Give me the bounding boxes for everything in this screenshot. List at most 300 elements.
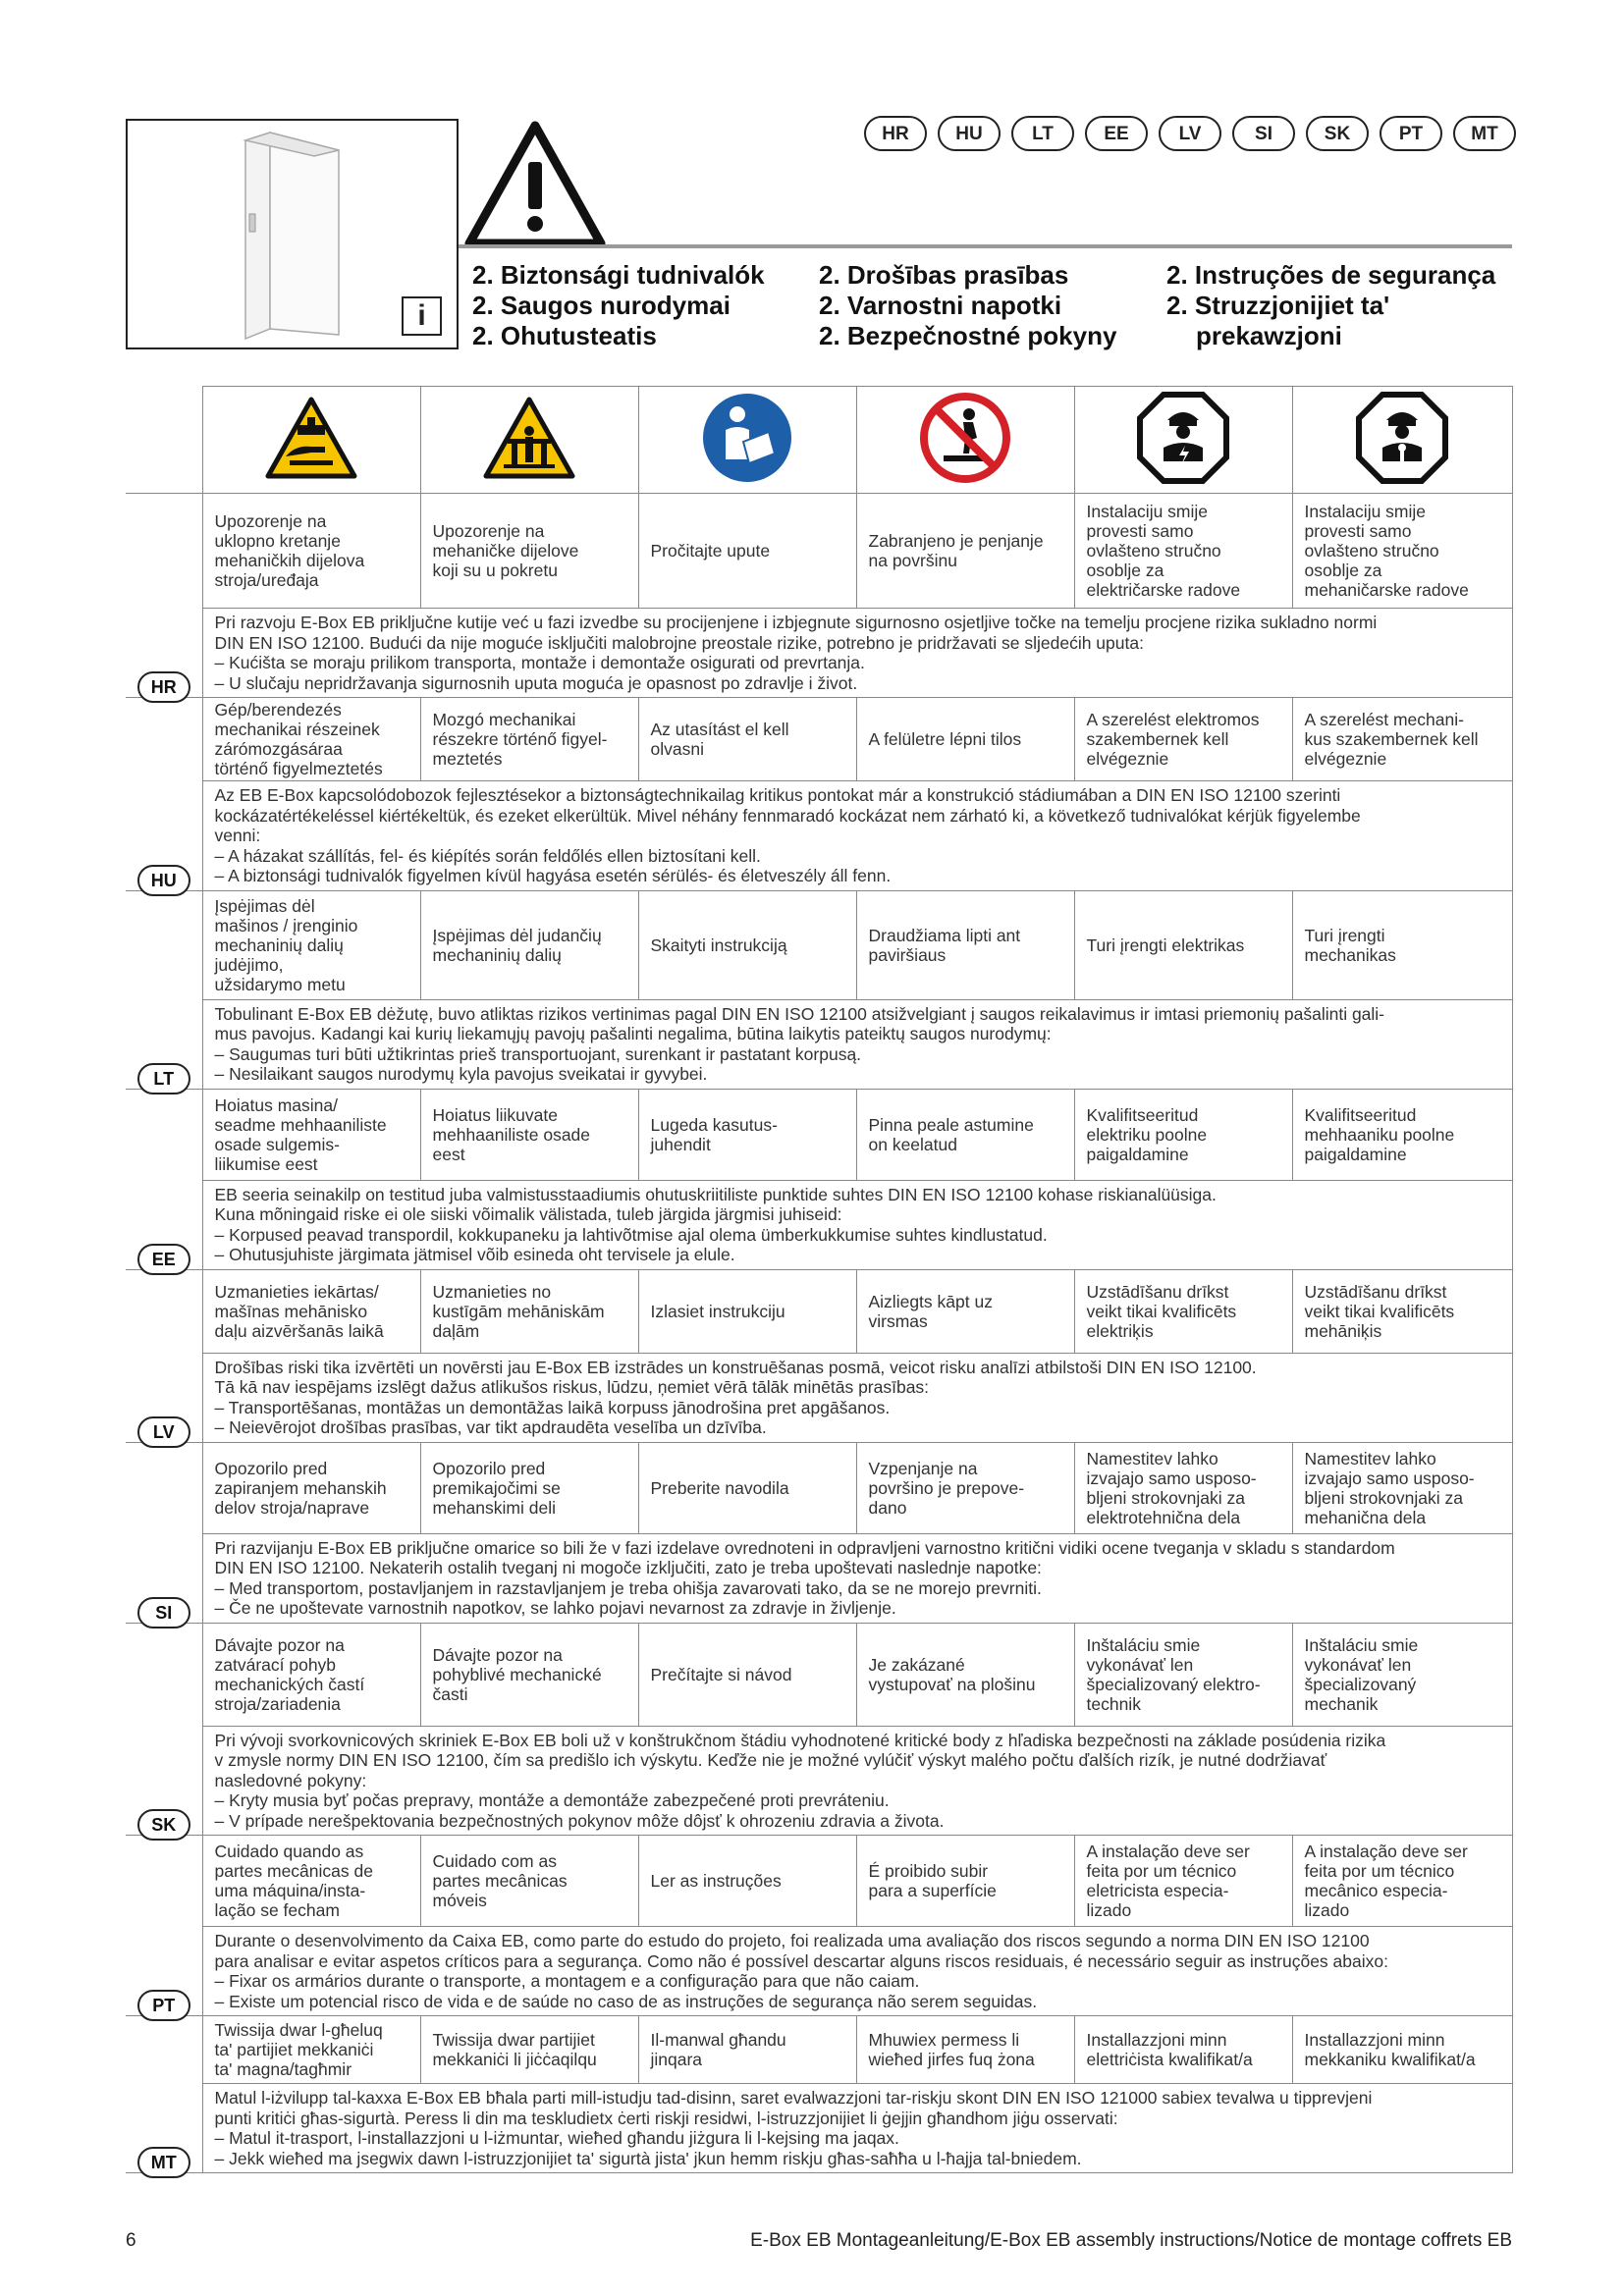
instruction-line: Pri razvoju E-Box EB priključne kutije već u fazi izvedbe su procijenjene i izbjegnute sigurnosno osjetljive točke na temelju procjene rizika sukladno normi (214, 613, 1378, 632)
page-title: 2. Saugos nurodymai (472, 291, 731, 320)
hazard-label-cell (1074, 494, 1292, 609)
title-column-1 (472, 260, 765, 351)
instruction-line: EB seeria seinakilp on testitud juba valmistusstaadiumis ohutuskriitiliste punktide suhtes DIN EN ISO 12100 kohase riskianalüüsiga. (214, 1184, 1217, 1204)
hazard-label-line: Inštaláciu smie (1304, 1634, 1419, 1655)
instruction-line: Durante o desenvolvimento da Caixa EB, como parte do estudo do projeto, foi realizada uma avaliação dos riscos segundo a norma DIN EN ISO 12100 (214, 1931, 1370, 1950)
hazard-label-cell (856, 494, 1074, 609)
safety-instructions-text (202, 1726, 1512, 1836)
instruction-row (126, 609, 1512, 698)
hazard-label-line: A szerelést elektromos (1086, 710, 1260, 729)
hazard-label-line: lizado (1304, 1900, 1350, 1920)
lang-badge: SI (1232, 116, 1295, 151)
hazard-label-cell (1292, 1269, 1512, 1353)
hazard-label-line: Turi įrengti elektrikas (1086, 934, 1245, 955)
hazard-label-cell (202, 1836, 420, 1927)
hazard-label-line: ovlašteno stručno (1304, 541, 1439, 561)
instruction-line: Matul l-iżvilupp tal-kaxxa E-Box EB bħala parti mill-istudju tad-disinn, saret evalwazzjoni tar-riskju skont DIN EN ISO 121000 sabiex tevalwa u tipprevjeni (214, 2088, 1373, 2108)
hazard-label-line: mehaničkih dijelova (214, 551, 365, 570)
hazard-label-line: Upozorenje na (214, 511, 327, 531)
hazard-label-line: judėjimo, (214, 954, 284, 975)
instruction-row (126, 1726, 1512, 1836)
hazard-row (126, 494, 1512, 609)
hazard-label-line: partes mecânicas (432, 1871, 568, 1891)
hazard-label-line: Inštaláciu smie (1086, 1634, 1201, 1655)
hazard-label-cell (1074, 1836, 1292, 1927)
lang-badge: LT (1011, 116, 1074, 151)
page-title: 2. Instruções de segurança (1166, 260, 1496, 290)
instruction-line: Tā kā nav iespējams izslēgt dažus atlikušos riskus, lūdzu, ņemiet vērā tālāk minētās prasības: (214, 1377, 930, 1397)
safety-instructions-text (202, 1353, 1512, 1442)
hazard-label-line: Upozorenje na (432, 521, 545, 541)
hazard-label-line: kustīgām mehāniskām (432, 1301, 605, 1321)
hazard-label-cell (420, 1836, 638, 1927)
hazard-label-line: izvajajo samo usposo- (1086, 1468, 1257, 1488)
language-code-cell (126, 494, 202, 698)
hazard-label-cell (202, 2016, 420, 2084)
hazard-label-cell (638, 1089, 856, 1180)
instruction-line: v zmysle normy DIN EN ISO 12100, čím sa predišlo ich výskytu. Keďže nie je možné vylúčiť výskyt malého počtu ďalších rizík, je nutné dodržiavať (214, 1750, 1327, 1770)
instruction-line: – Kryty musia byť počas prepravy, montáže a demontáže zabezpečené proti prevráteniu. (214, 1790, 890, 1810)
hazard-label-cell (856, 1089, 1074, 1180)
hazard-label-line: É proibido subir (868, 1861, 989, 1881)
page-title: 2. Struzzjonijiet ta' (1166, 291, 1390, 320)
icon-cell (1074, 387, 1292, 494)
hazard-label-line: provesti samo (1086, 521, 1194, 541)
hazard-label-line: mechaninių dalių (214, 934, 344, 955)
hazard-label-line: kus szakembernek kell (1304, 729, 1479, 749)
instruction-row (126, 999, 1512, 1089)
hazard-label-line: stroja/zariadenia (214, 1693, 341, 1714)
language-code-badge: LT (137, 1063, 190, 1095)
hazard-label-line: pohyblivé mechanické (432, 1664, 602, 1684)
hazard-label-line: Namestitev lahko (1086, 1448, 1218, 1468)
hazard-label-line: eletricista especia- (1086, 1881, 1229, 1900)
hazard-label-line: mechanických častí (214, 1674, 365, 1694)
hazard-label-line: Kvalifitseeritud (1086, 1104, 1199, 1125)
hazard-label-line: Uzstādīšanu drīkst (1304, 1281, 1447, 1302)
hazard-label-cell (420, 1269, 638, 1353)
hazard-label-line: zapiranjem mehanskih (214, 1477, 387, 1498)
hazard-label-line: seadme mehhaaniliste (214, 1114, 387, 1135)
hazard-label-line: Hoiatus liikuvate (432, 1104, 558, 1125)
hazard-label-line: partes mecânicas de (214, 1861, 373, 1881)
safety-instructions-text (202, 781, 1512, 891)
page-title: 2. Varnostni napotki (819, 291, 1062, 320)
page-title: 2. Ohutusteatis (472, 321, 657, 350)
hazard-label-line: Uzmanieties no (432, 1281, 552, 1302)
hazard-label-line: on keelatud (868, 1134, 957, 1154)
language-code-badge: EE (137, 1244, 190, 1275)
hazard-label-line: premikajočimi se (432, 1477, 561, 1498)
instruction-line: – A biztonsági tudnivalók figyelmen kívül hagyása esetén sérülés- és életveszély áll fenn. (214, 866, 892, 885)
hazard-label-cell (420, 890, 638, 999)
hazard-label-line: technik (1086, 1693, 1141, 1714)
hazard-label-cell (1292, 1442, 1512, 1533)
language-code-badge: SI (137, 1597, 190, 1629)
instruction-line: nasledovné pokyny: (214, 1770, 367, 1790)
hazard-label-line: Izlasiet instrukciju (650, 1301, 785, 1321)
hazard-label-line: Hoiatus masina/ (214, 1095, 338, 1115)
instruction-line: Pri razvijanju E-Box EB priključne omarice so bili že v fazi izdelave ovrednoteni in odpravljeni varnostno kritični vidiki ocene tveganja v skladu s standardom (214, 1537, 1395, 1558)
hazard-label-line: daļu aizvēršanās laikā (214, 1320, 384, 1341)
hazard-label-line: Ler as instruções (650, 1871, 782, 1891)
hazard-label-line: elektriku poolne (1086, 1124, 1208, 1145)
hazard-label-line: lizado (1086, 1900, 1132, 1920)
hazard-label-line: paigaldamine (1086, 1144, 1189, 1164)
instruction-line: Az EB E-Box kapcsolódobozok fejlesztésekor a biztonságtechnikailag kritikus pontokat már a konstrukció stádiumában a DIN EN ISO 12100 szerinti (214, 785, 1341, 805)
hazard-label-line: Draudžiama lipti ant (868, 925, 1021, 945)
header-divider (459, 244, 1512, 248)
hazard-label-line: elettriċista kwalifikat/a (1086, 2050, 1253, 2069)
instruction-row (126, 1353, 1512, 1442)
hazard-label-line: Opozorilo pred (214, 1458, 328, 1478)
hazard-label-line: mehanična dela (1304, 1507, 1427, 1527)
hazard-label-line: na površinu (868, 551, 957, 570)
hazard-label-line: juhendit (650, 1134, 711, 1154)
hazard-row (126, 1442, 1512, 1533)
instruction-line: – Med transportom, postavljanjem in razstavljanjem je treba ohišja zavarovati tako, da se ne morejo prevrniti. (214, 1577, 1042, 1598)
hazard-label-line: zatvárací pohyb (214, 1654, 337, 1675)
hazard-label-line: Installazzjoni minn (1086, 2030, 1227, 2050)
hazard-label-cell (202, 698, 420, 781)
hazard-label-line: paigaldamine (1304, 1144, 1407, 1164)
hazard-label-line: površino je prepove- (868, 1477, 1025, 1498)
hazard-label-line: mehaničarske radove (1304, 580, 1469, 600)
crushing-hand-warning-icon (264, 396, 358, 480)
hazard-label-cell (856, 1623, 1074, 1726)
hazard-label-line: elvégeznie (1304, 749, 1387, 769)
instruction-line: Kuna mõningaid riske ei ole siiski võimalik välistada, tuleb järgida järgmisi juhiseid: (214, 1204, 842, 1224)
hazard-label-line: Instalaciju smije (1086, 502, 1209, 521)
hazard-label-cell (1074, 1442, 1292, 1533)
hazard-label-line: A szerelést mechani- (1304, 710, 1464, 729)
hazard-label-cell (1074, 698, 1292, 781)
hazard-row (126, 890, 1512, 999)
instruction-row (126, 1533, 1512, 1623)
hazard-label-line: mehhaaniliste osade (432, 1124, 591, 1145)
hazard-label-line: delov stroja/naprave (214, 1497, 370, 1518)
hazard-label-line: mehaničke dijelove (432, 541, 579, 561)
hazard-label-line: mašinos / įrenginio (214, 915, 358, 935)
language-code-badge: LV (137, 1416, 190, 1448)
hazard-label-line: užsidarymo metu (214, 974, 346, 994)
language-code-cell (126, 1623, 202, 1836)
hazard-label-line: részekre történő figyel- (432, 729, 608, 749)
hazard-label-cell (420, 2016, 638, 2084)
hazard-label-cell (420, 1623, 638, 1726)
empty-corner (126, 387, 202, 494)
hazard-label-line: Mozgó mechanikai (432, 710, 576, 729)
hazard-label-cell (420, 698, 638, 781)
lang-badge: EE (1085, 116, 1148, 151)
hazard-label-line: stroja/uređaja (214, 570, 319, 590)
hazard-label-line: provesti samo (1304, 521, 1412, 541)
instruction-line: DIN EN ISO 12100. Nekaterih ostalih tveganj ni mogoče izključiti, zato je treba upoštevati naslednje napotke: (214, 1558, 1042, 1577)
hazard-label-line: Dávajte pozor na (432, 1644, 563, 1665)
hazard-label-line: Opozorilo pred (432, 1458, 546, 1478)
hazard-label-cell (420, 1442, 638, 1533)
qualified-mechanic-icon (1355, 391, 1449, 485)
hazard-label-line: lação se fecham (214, 1900, 340, 1920)
hazard-label-line: veikt tikai kvalificēts (1086, 1301, 1237, 1321)
hazard-label-cell (638, 494, 856, 609)
instruction-line: – Korpused peavad transpordil, kokkupaneku ja lahtivõtmise ajal olema ümberkukkumise suhtes kindlustatud. (214, 1224, 1048, 1245)
instruction-line: – Kućišta se moraju prilikom transporta, montaže i demontaže osigurati od prevrtanja. (214, 653, 865, 672)
language-code-badge: MT (137, 2147, 190, 2178)
hazard-label-line: uklopno kretanje (214, 531, 341, 551)
hazard-row (126, 2016, 1512, 2084)
instruction-line: Drošības riski tika izvērtēti un novērsti jau E-Box EB izstrādes un konstruēšanas posmā, veicot risku analīzi atbilstoši DIN EN ISO 12100. (214, 1357, 1257, 1377)
safety-instructions-text (202, 999, 1512, 1089)
lang-badge: SK (1306, 116, 1369, 151)
page-title: 2. Biztonsági tudnivalók (472, 260, 765, 290)
hazard-label-line: elvégeznie (1086, 749, 1169, 769)
hazard-label-cell (638, 890, 856, 999)
instruction-row (126, 2084, 1512, 2173)
hazard-label-line: Az utasítást el kell (650, 720, 789, 739)
hazard-label-cell (420, 1089, 638, 1180)
hazard-label-line: Aizliegts kāpt uz (868, 1291, 993, 1311)
hazard-label-line: liikumise eest (214, 1153, 318, 1174)
hazard-label-line: feita por um técnico (1304, 1861, 1455, 1881)
hazard-label-line: časti (432, 1683, 468, 1704)
lang-badge: LV (1159, 116, 1221, 151)
hazard-label-line: ta' magna/tagħmir (214, 2059, 352, 2079)
instruction-line: Pri vývoji svorkovnicových skriniek E-Box EB boli už v konštrukčnom štádiu vyhodnotené kritické body z hľadiska bezpečnosti na základe posúdenia rizika (214, 1730, 1386, 1750)
instruction-line: mus pavojus. Kadangi kai kurių liekamųjų pavojų pašalinti negalima, būtina laikytis pateiktų saugos nurodymų: (214, 1024, 1052, 1043)
hazard-label-line: Installazzjoni minn (1304, 2030, 1445, 2050)
hazard-label-line: mechanik (1304, 1693, 1379, 1714)
hazard-label-line: Prečítajte si návod (650, 1664, 792, 1684)
instruction-line: punti kritiċi għas-sigurtà. Peress li din ma teskludietx ċerti riskji residwi, l-istruzzjonijiet li ġejjin għandhom jiġu osservati: (214, 2108, 1118, 2128)
hazard-label-line: ta' partijiet mekkaniċi (214, 2040, 374, 2059)
hazard-label-cell (1292, 1089, 1512, 1180)
hazard-label-line: mehhaaniku poolne (1304, 1124, 1455, 1145)
hazard-label-line: elektriķis (1086, 1320, 1154, 1341)
hazard-label-line: móveis (432, 1891, 487, 1910)
language-code-cell (126, 1089, 202, 1269)
lang-badge: PT (1380, 116, 1442, 151)
hazard-label-cell (202, 1269, 420, 1353)
language-code-badge: PT (137, 1990, 190, 2021)
hazard-label-line: Dávajte pozor na (214, 1634, 345, 1655)
instruction-line: – Jekk wieħed ma jsegwix dawn l-istruzzjonijiet ta' sigurtà jista' jkun hemm riskju għas-saħħa u l-ħajja tal-bniedem. (214, 2148, 1082, 2168)
hazard-label-line: daļām (432, 1320, 480, 1341)
hazard-label-line: osade sulgemis- (214, 1134, 340, 1154)
hazard-label-line: Je zakázané (868, 1654, 965, 1675)
hazard-label-cell (202, 890, 420, 999)
hazard-label-line: Skaityti instrukciją (650, 934, 787, 955)
hazard-label-line: Pinna peale astumine (868, 1114, 1034, 1135)
hazard-label-line: szakembernek kell (1086, 729, 1229, 749)
hazard-label-line: paviršiaus (868, 944, 947, 965)
hazard-label-line: vykonávať len (1086, 1654, 1194, 1675)
hazard-label-cell (1074, 1623, 1292, 1726)
instruction-line: – Transportēšanas, montāžas un demontāžas laikā korpuss jānodrošina pret apgāšanos. (214, 1397, 891, 1417)
icon-cell (202, 387, 420, 494)
safety-instructions-text (202, 1180, 1512, 1269)
hazard-label-line: Cuidado quando as (214, 1842, 364, 1861)
page-number: 6 (126, 2230, 136, 2251)
read-instructions-icon (700, 391, 794, 485)
hazard-label-line: Uzstādīšanu drīkst (1086, 1281, 1229, 1302)
language-code-cell (126, 1269, 202, 1442)
instruction-row (126, 1180, 1512, 1269)
hazard-label-cell (1292, 698, 1512, 781)
icon-row (126, 387, 1512, 494)
hazard-label-line: Įspėjimas dėl judančių (432, 925, 602, 945)
hazard-label-line: Lugeda kasutus- (650, 1114, 778, 1135)
hazard-label-line: jinqara (650, 2050, 703, 2069)
hazard-label-cell (856, 1442, 1074, 1533)
hazard-label-cell (638, 1623, 856, 1726)
hazard-label-cell (856, 1836, 1074, 1927)
instruction-line: para analisar e evitar aspetos críticos para a segurança. Como não é possível descartar alguns riscos residuais, é necessário seguir as instruções abaixo: (214, 1950, 1388, 1971)
hazard-label-line: Zabranjeno je penjanje (868, 531, 1044, 551)
language-code-cell (126, 2016, 202, 2173)
hazard-label-line: Kvalifitseeritud (1304, 1104, 1417, 1125)
hazard-row (126, 1623, 1512, 1726)
hazard-label-cell (1074, 2016, 1292, 2084)
hazard-label-cell (420, 494, 638, 609)
hazard-label-line: Cuidado com as (432, 1851, 557, 1871)
hazard-label-line: Preberite navodila (650, 1477, 789, 1498)
hazard-label-line: virsmas (868, 1310, 928, 1331)
instruction-line: – Matul it-trasport, l-installazzjoni u l-iżmuntar, wieħed għandu jiżgura li l-kejsing ma jaqax. (214, 2128, 899, 2148)
instruction-line: – Saugumas turi būti užtikrintas prieš transportuojant, surenkant ir pastatant korpusą. (214, 1043, 862, 1064)
safety-instructions-text (202, 1927, 1512, 2016)
hazard-label-cell (638, 698, 856, 781)
language-code-badge: SK (137, 1809, 190, 1841)
hazard-label-line: Mhuwiex permess li (868, 2030, 1020, 2050)
hazard-label-line: mechaninių dalių (432, 944, 562, 965)
instruction-line: – Nesilaikant saugos nurodymų kyla pavojus sveikatai ir gyvybei. (214, 1064, 708, 1084)
hazard-label-line: Vzpenjanje na (868, 1458, 978, 1478)
icon-cell (856, 387, 1074, 494)
lang-badge: HR (864, 116, 927, 151)
hazard-label-line: Il-manwal għandu (650, 2030, 786, 2050)
hazard-label-line: koji su u pokretu (432, 561, 558, 580)
info-icon: i (402, 296, 442, 336)
hazard-label-line: Įspėjimas dėl (214, 895, 315, 916)
instruction-line: – U slučaju nepridržavanja sigurnosnih uputa moguća je opasnost po zdravlje i život. (214, 672, 858, 693)
hazard-row (126, 1269, 1512, 1353)
hazard-label-cell (1292, 1623, 1512, 1726)
footer-text: E-Box EB Montageanleitung/E-Box EB assembly instructions/Notice de montage coffrets EB (750, 2230, 1512, 2251)
hazard-label-line: izvajajo samo usposo- (1304, 1468, 1475, 1488)
hazard-label-cell (1292, 494, 1512, 609)
hazard-label-line: A instalação deve ser (1304, 1842, 1468, 1861)
hazard-label-cell (856, 2016, 1074, 2084)
hazard-label-line: Pročitajte upute (650, 541, 771, 561)
instruction-line: – Existe um potencial risco de vida e de saúde no caso de as instruções de segurança não serem seguidas. (214, 1991, 1038, 2011)
hazard-label-line: wieħed jirfes fuq żona (868, 2050, 1035, 2069)
hazard-label-cell (1074, 890, 1292, 999)
hazard-label-line: Uzmanieties iekārtas/ (214, 1281, 379, 1302)
language-code-cell (126, 698, 202, 891)
hazard-label-line: vystupovať na plošinu (868, 1674, 1036, 1694)
lang-badge: MT (1453, 116, 1516, 151)
hazard-label-line: A felületre lépni tilos (868, 729, 1022, 749)
no-stepping-icon (918, 391, 1012, 485)
hazard-label-line: osoblje za (1086, 561, 1164, 580)
hazard-label-line: történő figyelmeztetés (214, 759, 383, 778)
page-title: 2. Bezpečnostné pokyny (819, 321, 1117, 350)
page-title: 2. Drošības prasības (819, 260, 1069, 290)
hazard-label-line: Namestitev lahko (1304, 1448, 1436, 1468)
hazard-label-cell (1074, 1269, 1292, 1353)
instruction-row (126, 1927, 1512, 2016)
hazard-label-line: mechanikas (1304, 944, 1396, 965)
hazard-label-line: mecânico especia- (1304, 1881, 1448, 1900)
hazard-label-line: mekkaniku kwalifikat/a (1304, 2050, 1476, 2069)
hazard-label-line: električarske radove (1086, 580, 1241, 600)
instruction-line: – Fixar os armários durante o transporte, a montagem e a configuração para que não caiam. (214, 1971, 920, 1991)
hazard-label-cell (638, 1836, 856, 1927)
hazard-label-line: mašīnas mehānisko (214, 1301, 368, 1321)
hazard-label-cell (856, 1269, 1074, 1353)
hazard-label-line: bljeni strokovnjaki za (1086, 1487, 1245, 1508)
safety-instructions-text (202, 1533, 1512, 1623)
language-code-badge: HR (137, 671, 190, 703)
hazard-label-line: feita por um técnico (1086, 1861, 1237, 1881)
language-code-cell (126, 890, 202, 1089)
language-code-badge: HU (137, 865, 190, 896)
hazard-label-line: špecializovaný elektro- (1086, 1674, 1261, 1694)
hazard-label-cell (202, 494, 420, 609)
instruction-line: – Ohutusjuhiste järgimata jätmisel võib esineda oht tervisele ja elule. (214, 1245, 735, 1264)
hazard-row (126, 1836, 1512, 1927)
hazard-label-cell (202, 1089, 420, 1180)
instruction-line: venni: (214, 826, 261, 845)
hazard-label-line: para a superfície (868, 1881, 997, 1900)
hazard-label-cell (1292, 890, 1512, 999)
icon-cell (420, 387, 638, 494)
hazard-label-line: Twissija dwar l-għeluq (214, 2020, 383, 2040)
hazard-label-line: uma máquina/insta- (214, 1881, 366, 1900)
title-column-2 (819, 260, 1116, 351)
instruction-line: Tobulinant E-Box EB dėžutę, buvo atliktas rizikos vertinimas pagal DIN EN ISO 12100 atsižvelgiant į saugos reikalavimus ir imtasi priemonių pašalinti gali- (214, 1003, 1385, 1024)
hazard-label-line: eest (432, 1144, 465, 1164)
hazard-label-cell (638, 1442, 856, 1533)
hazard-label-cell (202, 1442, 420, 1533)
hazard-label-line: bljeni strokovnjaki za (1304, 1487, 1463, 1508)
hazard-label-cell (638, 1269, 856, 1353)
hazard-label-cell (856, 890, 1074, 999)
hazard-label-line: Gép/berendezés (214, 700, 342, 720)
hazard-label-line: veikt tikai kvalificēts (1304, 1301, 1455, 1321)
hazard-label-cell (202, 1623, 420, 1726)
hazard-row (126, 698, 1512, 781)
hazard-label-line: elektrotehnična dela (1086, 1507, 1241, 1527)
hazard-label-line: mechanikai részeinek (214, 720, 380, 739)
icon-cell (1292, 387, 1512, 494)
language-code-cell (126, 1836, 202, 2016)
general-warning-icon (461, 118, 609, 250)
hazard-label-line: špecializovaný (1304, 1674, 1417, 1694)
instruction-line: – V prípade nerešpektovania bezpečnostných pokynov môže dôjsť k ohrozeniu zdravia a života. (214, 1810, 945, 1831)
instruction-line: – A házakat szállítás, fel- és kiépítés során feldőlés ellen biztosítani kell. (214, 845, 761, 866)
icon-cell (638, 387, 856, 494)
hazard-label-line: mehāniķis (1304, 1320, 1382, 1341)
hazard-label-line: mekkaniċi li jiċċaqilqu (432, 2050, 597, 2069)
safety-table (126, 386, 1513, 2173)
moving-parts-warning-icon (482, 396, 576, 480)
hazard-label-line: dano (868, 1497, 907, 1518)
instruction-line: – Če ne upoštevate varnostnih napotkov, se lahko pojavi nevarnost za zdravje in življenje. (214, 1598, 896, 1618)
instruction-line: kockázatértékeléssel kiértékeltük, és ezeket elkerültük. Mivel néhány fennmaradó kockázat nem zárható ki, a következő tudnivalókat kérjük figyelembe (214, 805, 1361, 826)
title-column-3 (1166, 260, 1495, 351)
